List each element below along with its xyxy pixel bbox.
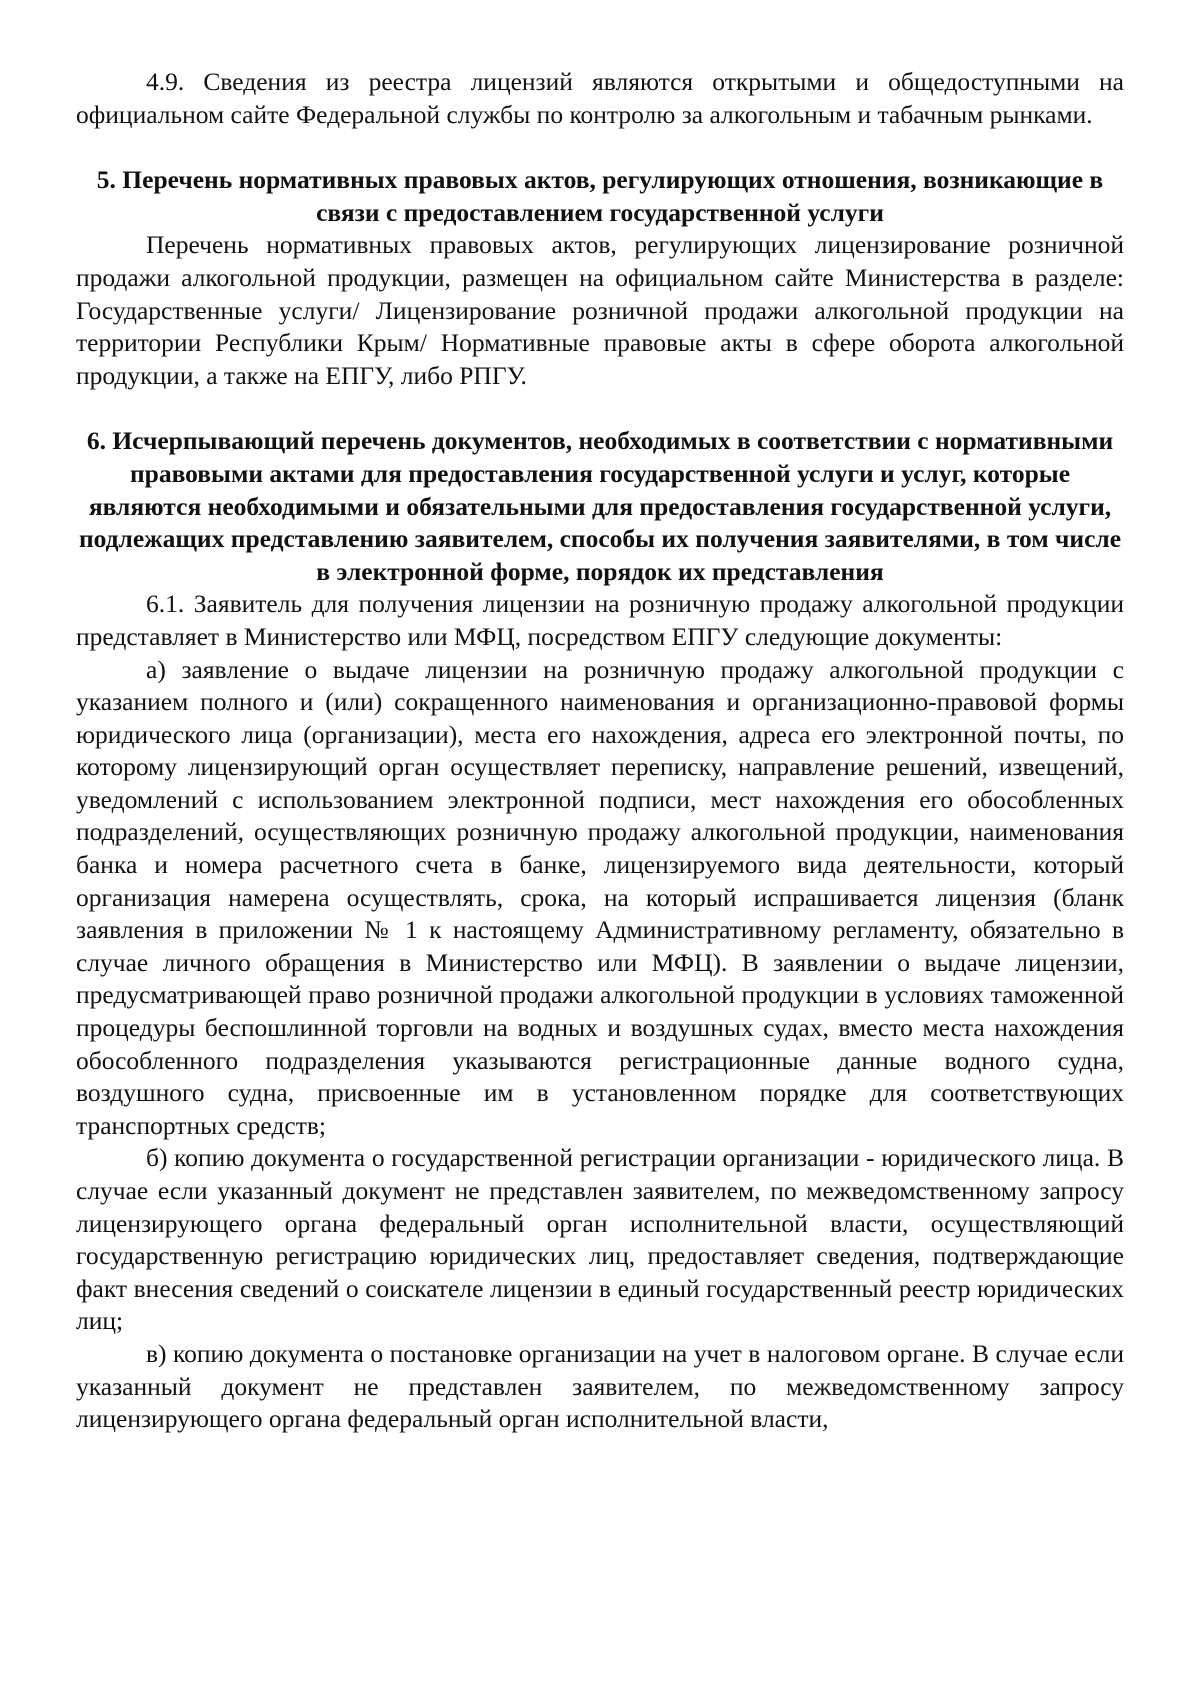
section-6-heading: 6. Исчерпывающий перечень документов, необходимых в соответствии с нормативными правовыми актами для предоставления государственной услуги и услуг, которые являются необходимыми и обязательными для предоставления государственной услуги, подлежащих представлению заявителем, способы их получения заявителями, в том числе в электронной форме, порядок их представления xyxy=(78,426,1122,586)
paragraph-6-1: 6.1. Заявитель для получения лицензии на розничную продажу алкогольной продукции представляет в Министерство или МФЦ, посредством ЕПГУ следующие документы: xyxy=(76,589,1124,651)
document-body xyxy=(76,66,1124,1436)
paragraph-5: Перечень нормативных правовых актов, регулирующих лицензирование розничной продажи алкогольной продукции, размещен на официальном сайте Министерства в разделе: Государственные услуги/ Лицензирование розничной продажи алкогольной продукции на территории Республики Крым/ Нормативные правовые акты в сфере оборота алкогольной продукции, а также на ЕПГУ, либо РПГУ. xyxy=(76,230,1124,390)
paragraph-item-v: в) копию документа о постановке организации на учет в налоговом органе. В случае если указанный документ не представлен заявителем, по межведомственному запросу лицензирующего органа федеральный орган исполнительной власти, xyxy=(76,1338,1124,1434)
paragraph-item-b: б) копию документа о государственной регистрации организации - юридического лица. В случае если указанный документ не представлен заявителем, по межведомственному запросу лицензирующего органа федеральный орган исполнительной власти, осуществляющий государственную регистрацию юридических лиц, предоставляет сведения, подтверждающие факт внесения сведений о соискателе лицензии в единый государственный реестр юридических лиц; xyxy=(76,1143,1124,1336)
paragraph-item-a: а) заявление о выдаче лицензии на розничную продажу алкогольной продукции с указанием полного и (или) сокращенного наименования и организационно-правовой формы юридического лица (организации), места его нахождения, адреса его электронной почты, по которому лицензирующий орган осуществляет переписку, направление решений, извещений, уведомлений с использованием электронной подписи, мест нахождения его обособленных подразделений, осуществляющих розничную продажу алкогольной продукции, наименования банка и номера расчетного счета в банке, лицензируемого вида деятельности, который организация намерена осуществлять, срока, на который испрашивается лицензия (бланк заявления в приложении № 1 к настоящему Административному регламенту, обязательно в случае личного обращения в Министерство или МФЦ). В заявлении о выдаче лицензии, предусматривающей право розничной продажи алкогольной продукции в условиях таможенной процедуры беспошлинной торговли на водных и воздушных судах, вместо места нахождения обособленного подразделения указываются регистрационные данные водного судна, воздушного судна, присвоенные им в установленном порядке для соответствующих транспортных средств; xyxy=(76,654,1124,1140)
section-5-heading: 5. Перечень нормативных правовых актов, регулирующих отношения, возникающие в связи с предоставлением государственной услуги xyxy=(96,165,1104,227)
paragraph-4-9: 4.9. Сведения из реестра лицензий являются открытыми и общедоступными на официальном сайте Федеральной службы по контролю за алкогольным и табачным рынками. xyxy=(76,67,1124,129)
